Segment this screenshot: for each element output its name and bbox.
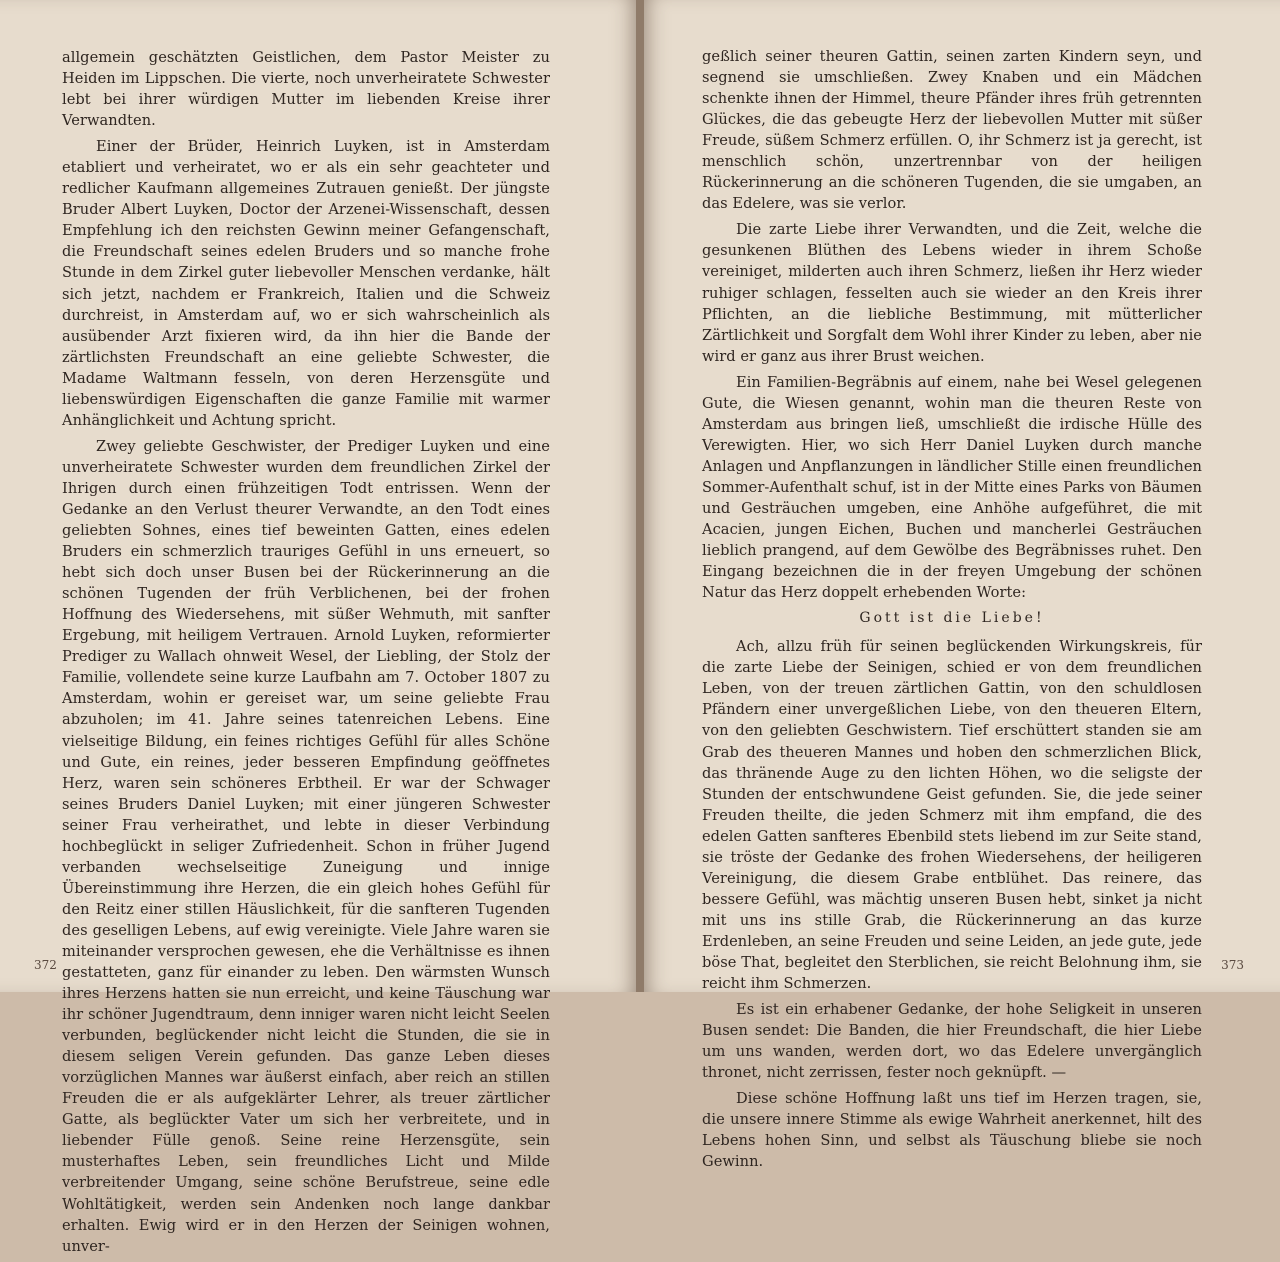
paragraph: Die zarte Liebe ihrer Verwandten, und die Zeit, welche die gesunkenen Blüthen des Lebens wieder in ihrem Schoße vereiniget, milderten auch ihren Schmerz, ließen ihr Herz wieder ruhiger schlagen, fesselten auch sie wieder an den Kreis ihrer Pflichten, an die liebliche Bestimmung, mit mütterlicher Zärtlichkeit und Sorgfalt dem Wohl ihrer Kinder zu leben, aber nie wird er ganz aus ihrer Brust weichen. xyxy=(702,221,1202,365)
paragraph: Diese schöne Hoffnung laßt uns tief im Herzen tragen, sie, die unsere innere Stimme als ewige Wahrheit anerkennet, hilt des Lebens hohen Sinn, und selbst als Täuschung bliebe sie noch Gewinn. xyxy=(702,1090,1202,1171)
paragraph: allgemein geschätzten Geistlichen, dem Pastor Meister zu Heiden im Lippschen. Die vierte, noch unverheiratete Schwester lebt bei ihrer würdigen Mutter im liebenden Kreise ihrer Verwandten. xyxy=(62,49,550,130)
paragraph: Ein Familien-Begräbnis auf einem, nahe bei Wesel gelegenen Gute, die Wiesen genannt, wohin man die theuren Reste von Amsterdam aus bringen ließ, umschließt die irdische Hülle des Verewigten. Hier, wo sich Herr Daniel Luyken durch manche Anlagen und Anpflanzungen in ländlicher Stille einen freundlichen Sommer-Aufenthalt schuf, ist in der Mitte eines Parks von Bäumen und Gesträuchen umgeben, eine Anhöhe aufgeführet, die mit Acacien, jungen Eichen, Buchen und mancherlei Gesträuchen lieblich prangend, auf dem Gewölbe des Begräbnisses ruhet. Den Eingang bezeichnen die in der freyen Umgebung der schönen Natur das Herz doppelt erhebenden Worte: xyxy=(702,373,1202,602)
left-page-text xyxy=(62,47,550,1262)
right-page xyxy=(640,0,1280,1171)
page-number: 373 xyxy=(1221,958,1244,972)
left-page xyxy=(0,0,640,1255)
paragraph: Ach, allzu früh für seinen beglückenden Wirkungskreis, für die zarte Liebe der Seinigen, schied er von dem freundlichen Leben, von der treuen zärtlichen Gattin, von den schuldlosen Pfändern einer unvergeßlichen Liebe, von den theueren Eltern, von den geliebten Geschwistern. Tief erschüttert standen sie am Grab des theueren Mannes und hoben den schmerzlichen Blick, das thränende Auge zu den lichten Höhen, wo die seligste der Stunden der entschwundene Geist gefunden. Sie, die jede seiner Freuden theilte, die jeden Schmerz mit ihm empfand, die des edelen Gatten sanfteres Ebenbild stets liebend im zur Seite stand, sie tröste der Gedanke des frohen Wiedersehens, der heiligeren Vereinigung, die diesem Grabe entblühet. Das reinere, das bessere Gefühl, was mächtig unseren Busen hebt, sinket ja nicht mit uns ins stille Grab, die Rückerinnerung an das kurze Erdenleben, an seine Freuden und seine Leiden, an jede gute, jede böse That, begleitet den Sterblichen, sie reicht Belohnung ihm, sie reicht ihm Schmerzen. xyxy=(702,638,1202,993)
page-number: 372 xyxy=(34,958,57,972)
paragraph: Einer der Brüder, Heinrich Luyken, ist in Amsterdam etabliert und verheiratet, wo er als ein sehr geachteter und redlicher Kaufmann allgemeines Zutrauen genießt. Der jüngste Bruder Albert Luyken, Doctor der Arzenei-Wissenschaft, dessen Empfehlung ich den reichsten Gewinn meiner Gefangenschaft, die Freundschaft seines edelen Bruders und so manche frohe Stunde in dem Zirkel guter liebevoller Menschen verdanke, hält sich jetzt, nachdem er Frankreich, Italien und die Schweiz durchreist, in Amsterdam auf, wo er sich wahrscheinlich als ausübender Arzt fixieren wird, da ihn hier die Bande der zärtlichsten Freundschaft an eine geliebte Schwester, die Madame Waltmann fesseln, von deren Herzensgüte und liebenswürdigen Eigenschaften die ganze Familie mit warmer Anhänglichkeit und Achtung spricht. xyxy=(62,138,550,429)
paragraph: Zwey geliebte Geschwister, der Prediger Luyken und eine unverheiratete Schwester wurden dem freundlichen Zirkel der Ihrigen durch einen frühzeitigen Todt entrissen. Wenn der Gedanke an den Verlust theurer Verwandte, an den Todt eines geliebten Sohnes, eines tief beweinten Gatten, eines edelen Bruders ein schmerzlich trauriges Gefühl in uns erneuert, so hebt sich doch unser Busen bei der Rückerinnerung an die schönen Tugenden der früh Verblichenen, bei der frohen Hoffnung des Wiedersehens, mit süßer Wehmuth, mit sanfter Ergebung, mit heiligem Vertrauen. Arnold Luyken, reformierter Prediger zu Wallach ohnweit Wesel, der Liebling, der Stolz der Familie, vollendete seine kurze Laufbahn am 7. October 1807 zu Amsterdam, wohin er gereiset war, um seine geliebte Frau abzuholen; im 41. Jahre seines tatenreichen Lebens. Eine vielseitige Bildung, ein feines richtiges Gefühl für alles Schöne und Gute, ein reines, jeder besseren Empfindung geöffnetes Herz, waren sein schöneres Erbtheil. Er war der Schwager seines Bruders Daniel Luyken; mit einer jüngeren Schwester seiner Frau verheirathet, und lebte in dieser Verbindung hochbeglückt in seliger Zufriedenheit. Schon in früher Jugend verbanden wechselseitige Zuneigung und innige Übereinstimmung ihre Herzen, die ein gleich hohes Gefühl für den Reitz einer stillen Häuslichkeit, für die sanfteren Tugenden des geselligen Lebens, auf ewig vereinigte. Viele Jahre waren sie miteinander versprochen gewesen, ehe die Verhältnisse es ihnen gestatteten, ganz für einander zu leben. Den wärmsten Wunsch ihres Herzens hatten sie nun erreicht, und keine Täuschung war ihr schöner Jugendtraum, denn inniger waren nicht leicht Seelen verbunden, beglückender nicht leicht die Stunden, die sie in diesem seligen Verein gefunden. Das ganze Leben dieses vorzüglichen Mannes war äußerst einfach, aber reich an stillen Freuden die er als aufgeklärter Lehrer, als treuer zärtlicher Gatte, als beglückter Vater um sich her verbreitete, und in liebender Fülle genoß. Seine reine Herzensgüte, sein musterhaftes Leben, sein freundliches Licht und Milde verbreitender Umgang, seine schöne Berufstreue, seine edle Wohltätigkeit, werden sein Andenken noch lange dankbar erhalten. Ewig wird er in den Herzen der Seinigen wohnen, unver- xyxy=(62,437,550,1255)
paragraph: Es ist ein erhabener Gedanke, der hohe Seligkeit in unseren Busen sendet: Die Banden, die hier Freundschaft, die hier Liebe um uns wanden, werden dort, wo das Edelere unvergänglich thronet, nicht zerrissen, fester noch geknüpft. — xyxy=(702,1001,1202,1082)
book-gutter xyxy=(636,0,644,992)
inscription-motto: Gott ist die Liebe! xyxy=(859,610,1045,627)
paragraph: geßlich seiner theuren Gattin, seinen zarten Kindern seyn, und segnend sie umschließen. Zwey Knaben und ein Mädchen schenkte ihnen der Himmel, theure Pfänder ihres früh getrennten Glückes, die das gebeugte Herz der liebevollen Mutter mit süßer Freude, süßem Schmerz erfüllen. O, ihr Schmerz ist ja gerecht, ist menschlich schön, unzertrennbar von der heiligen Rückerinnerung an die schöneren Tugenden, die sie umgaben, an das Edelere, was sie verlor. xyxy=(702,48,1202,213)
right-page-text xyxy=(702,46,1202,1177)
